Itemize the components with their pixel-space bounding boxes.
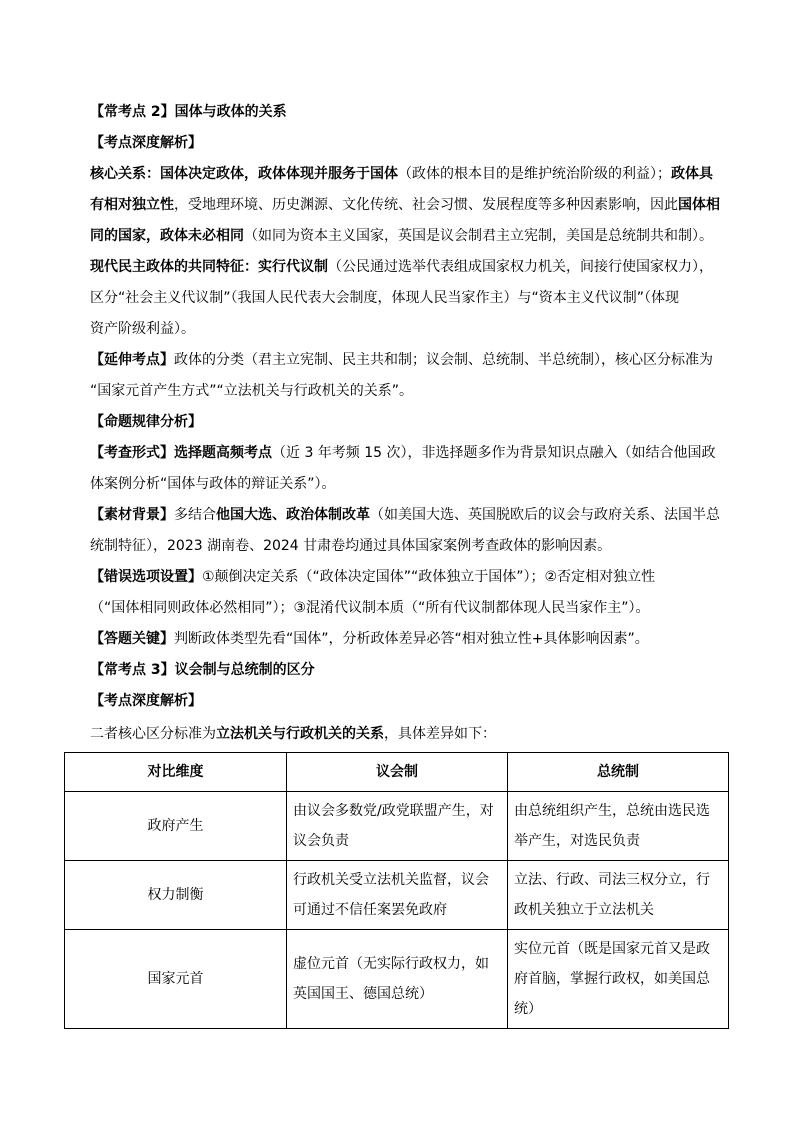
table-cell: 虚位元首（无实际行政权力，如英国国王、德国总统） — [287, 930, 508, 1029]
body-text: 体案例分析“国体与政体的辩证关系”）。 — [90, 476, 336, 492]
text-line — [90, 629, 730, 649]
text-line — [90, 257, 730, 277]
bold-text: 【常考点 3】议会制与总统制的区分 — [90, 662, 315, 678]
text-line — [90, 226, 730, 246]
text-line — [90, 133, 730, 153]
text-line — [90, 288, 730, 308]
text-line — [90, 350, 730, 370]
table-cell: 实位元首（既是国家元首又是政府首脑，掌握行政权，如美国总统） — [508, 930, 729, 1029]
table-cell: 权力制衡 — [65, 861, 287, 930]
text-line — [90, 660, 730, 680]
text-line — [90, 381, 730, 401]
body-text: ，具体差异如下： — [384, 726, 496, 742]
table-cell: 由议会多数党/政党联盟产生，对议会负责 — [287, 792, 508, 861]
body-text: （公民通过选举代表组成国家权力机关，间接行使国家权力）， — [328, 259, 713, 275]
bold-text: 现代民主政体的共同特征：实行代议制 — [90, 259, 328, 275]
text-line — [90, 691, 730, 711]
bold-text: 【延伸考点】 — [90, 352, 174, 368]
body-text: （政体的根本目的是维护统治阶级的利益）； — [398, 166, 671, 182]
text-line — [90, 474, 730, 494]
body-text: （近 3 年考频 15 次），非选择题多作为背景知识点融入（如结合他国政 — [272, 445, 716, 461]
table-cell: 由总统组织产生，总统由选民选举产生，对选民负责 — [508, 792, 729, 861]
comparison-table — [64, 752, 729, 1029]
text-line — [90, 567, 730, 587]
body-text: “国家元首产生方式”“立法机关与行政机关的关系”。 — [90, 383, 414, 399]
bold-text: 【常考点 2】国体与政体的关系 — [90, 104, 287, 120]
table-cell: 立法、行政、司法三权分立，行政机关独立于立法机关 — [508, 861, 729, 930]
text-line — [90, 164, 730, 184]
text-line — [90, 102, 730, 122]
text-line — [90, 195, 730, 215]
table-header-cell: 总统制 — [508, 753, 729, 792]
text-line — [90, 724, 730, 744]
table-row — [65, 861, 729, 930]
table-row — [65, 930, 729, 1029]
table-header-cell: 对比维度 — [65, 753, 287, 792]
body-text: （如同为资本主义国家，英国是议会制君主立宪制，美国是总统制共和制）。 — [244, 228, 713, 244]
bold-text: 有相对独立性 — [90, 197, 174, 213]
body-text: 政体的分类（君主立宪制、民主共和制；议会制、总统制、半总统制），核心区分标准为 — [174, 352, 713, 368]
table-row — [65, 792, 729, 861]
body-text: （如美国大选、英国脱欧后的议会与政府关系、法国半总 — [370, 507, 720, 523]
text-line — [90, 319, 730, 339]
bold-text: 【考查形式】选择题高频考点 — [90, 445, 272, 461]
body-text: 二者核心区分标准为 — [90, 726, 216, 742]
body-text: 判断政体类型先看“国体”，分析政体差异必答“相对独立性+具体影响因素”。 — [174, 631, 649, 647]
body-text: 资产阶级利益）。 — [90, 321, 195, 337]
table-header-cell: 议会制 — [287, 753, 508, 792]
bold-text: 国体相 — [678, 197, 720, 213]
table-cell: 国家元首 — [65, 930, 287, 1029]
body-text: （“国体相同则政体必然相同”）；③混淆代议制本质（“所有代议制都体现人民当家作主”）。 — [90, 600, 650, 616]
table-cell: 行政机关受立法机关监督，议会可通过不信任案罢免政府 — [287, 861, 508, 930]
text-line — [90, 598, 730, 618]
body-text: ，受地理环境、历史渊源、文化传统、社会习惯、发展程度等多种因素影响，因此 — [174, 197, 678, 213]
body-text: 区分“社会主义代议制”（我国人民代表大会制度，体现人民当家作主）与“资本主义代议制”（体现 — [90, 290, 680, 306]
bold-text: 同的国家，政体未必相同 — [90, 228, 244, 244]
bold-text: 【命题规律分析】 — [90, 414, 202, 430]
bold-text: 核心关系：国体决定政体，政体体现并服务于国体 — [90, 166, 398, 182]
text-line — [90, 505, 730, 525]
body-text: 统制特征），2023 湖南卷、2024 甘肃卷均通过具体国家案例考查政体的影响因素。 — [90, 538, 612, 554]
bold-text: 【错误选项设置】 — [90, 569, 202, 585]
text-line — [90, 443, 730, 463]
table-header-row — [65, 753, 729, 792]
bold-text: 【素材背景】 — [90, 507, 174, 523]
table-cell: 政府产生 — [65, 792, 287, 861]
bold-text: 政体具 — [671, 166, 713, 182]
body-text: ①颠倒决定关系（“政体决定国体”“政体独立于国体”）；②否定相对独立性 — [202, 569, 656, 585]
bold-text: 立法机关与行政机关的关系 — [216, 726, 384, 742]
bold-text: 【考点深度解析】 — [90, 135, 202, 151]
text-line — [90, 412, 730, 432]
body-text: 多结合 — [174, 507, 216, 523]
bold-text: 【答题关键】 — [90, 631, 174, 647]
bold-text: 他国大选、政治体制改革 — [216, 507, 370, 523]
bold-text: 【考点深度解析】 — [90, 693, 202, 709]
text-line — [90, 536, 730, 556]
